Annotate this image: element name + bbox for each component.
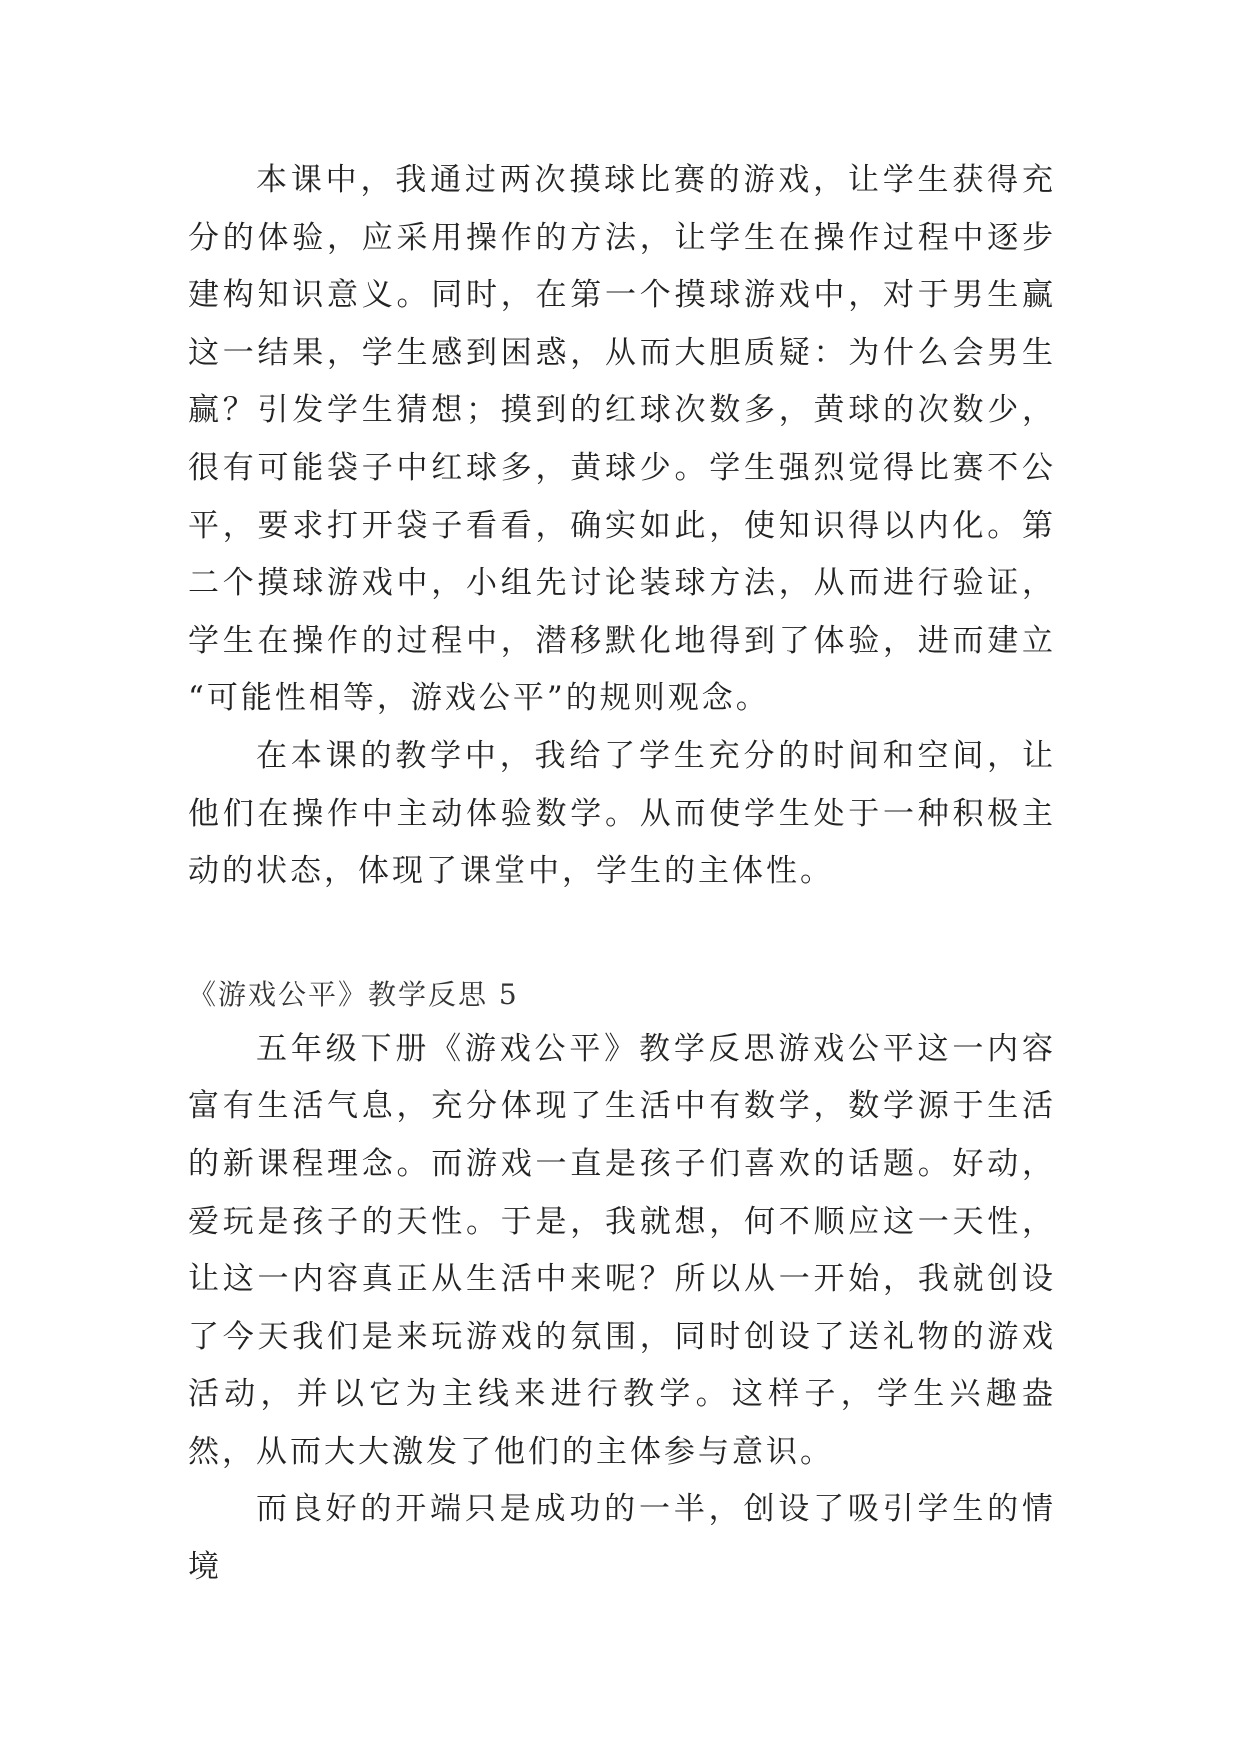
paragraph-reflection-2: 在本课的教学中，我给了学生充分的时间和空间，让他们在操作中主动体验数学。从而使学生处于一种积极主动的状态，体现了课堂中，学生的主体性。 <box>188 737 1056 890</box>
text-column <box>188 152 1056 1597</box>
section-title: 《游戏公平》教学反思 5 <box>188 977 519 1011</box>
section-spacer <box>188 901 1056 969</box>
paragraph-reflection-3: 五年级下册《游戏公平》教学反思游戏公平这一内容富有生活气息，充分体现了生活中有数学，数学源于生活的新课程理念。而游戏一直是孩子们喜欢的话题。好动，爱玩是孩子的天性。于是，我就想，何不顺应这一天性，让这一内容真正从生活中来呢？所以从一开始，我就创设了今天我们是来玩游戏的氛围，同时创设了送礼物的游戏活动，并以它为主线来进行教学。这样子，学生兴趣盎然，从而大大激发了他们的主体参与意识。 <box>188 1030 1056 1470</box>
paragraph-reflection-4: 而良好的开端只是成功的一半，创设了吸引学生的情境 <box>188 1491 1056 1586</box>
paragraph-reflection-1: 本课中，我通过两次摸球比赛的游戏，让学生获得充分的体验，应采用操作的方法，让学生在操作过程中逐步建构知识意义。同时，在第一个摸球游戏中，对于男生赢这一结果，学生感到困惑，从而大胆质疑：为什么会男生赢？引发学生猜想；摸到的红球次数多，黄球的次数少，很有可能袋子中红球多，黄球少。学生强烈觉得比赛不公平，要求打开袋子看看，确实如此，使知识得以内化。第二个摸球游戏中，小组先讨论装球方法，从而进行验证，学生在操作的过程中，潜移默化地得到了体验，进而建立 “可能性相等，游戏公平”的规则观念。 <box>188 162 1056 717</box>
